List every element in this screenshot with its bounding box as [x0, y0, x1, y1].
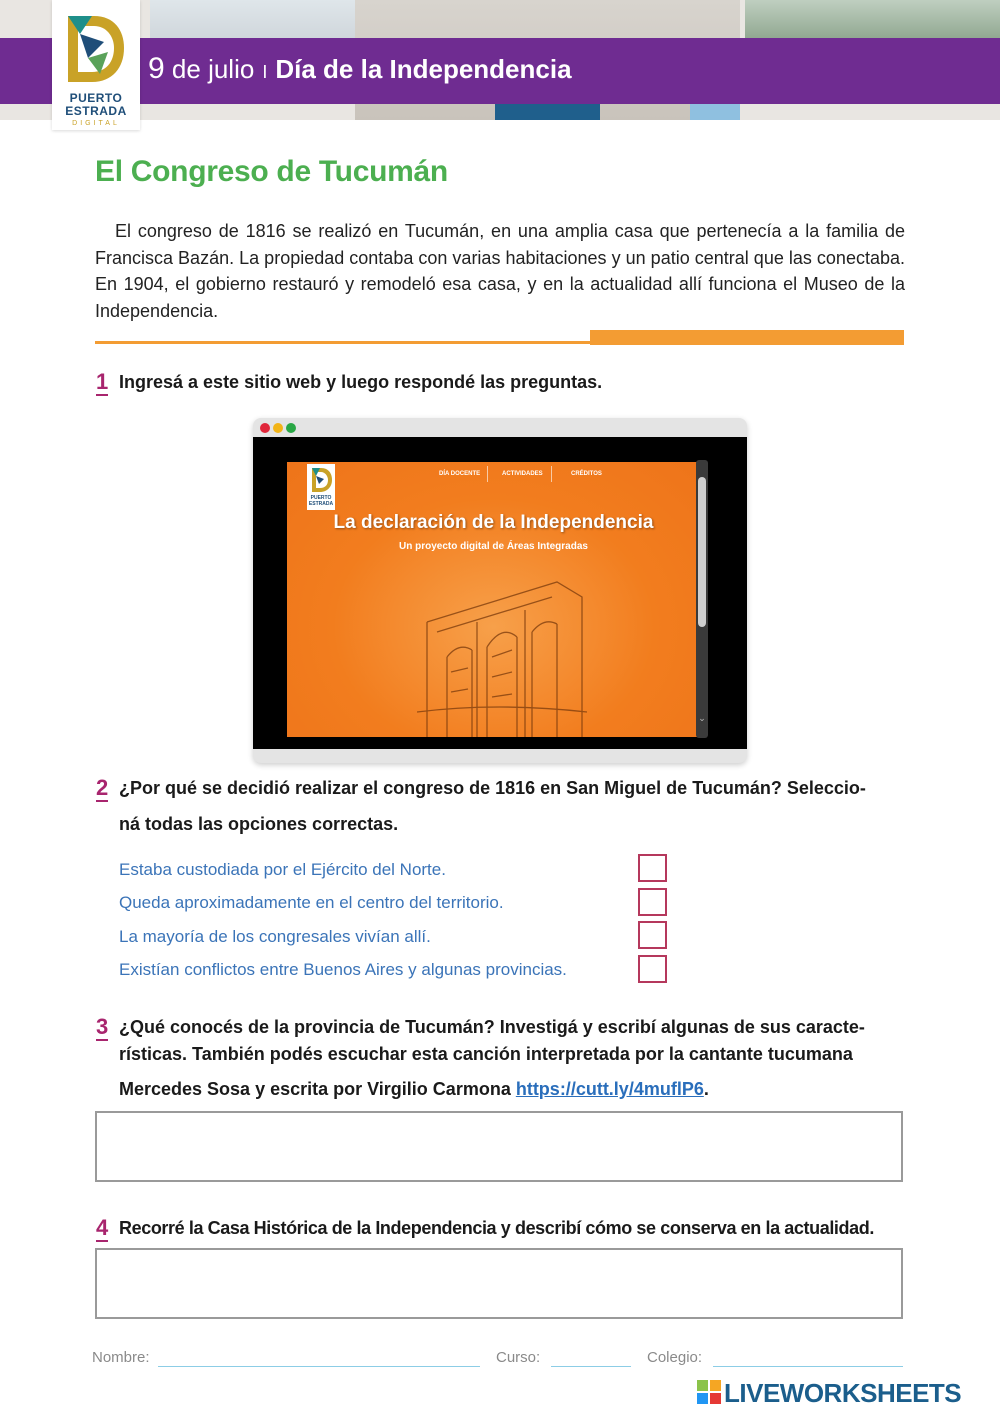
- option-3-checkbox[interactable]: [638, 921, 667, 949]
- nombre-field[interactable]: [158, 1366, 480, 1367]
- browser-close-dot: [260, 423, 270, 433]
- website-page: [287, 462, 700, 737]
- question-3-answer-box[interactable]: [95, 1111, 903, 1182]
- browser-screen: [253, 437, 747, 749]
- option-1-label: Estaba custodiada por el Ejército del Norte.: [119, 860, 446, 879]
- chevron-down-icon[interactable]: ⌄: [698, 713, 706, 723]
- svg-text:ESTRADA: ESTRADA: [308, 501, 334, 507]
- website-heading: La declaración de la Independencia: [333, 512, 654, 533]
- nombre-label: Nombre:: [92, 1349, 150, 1366]
- option-2-checkbox[interactable]: [638, 888, 667, 916]
- intro-paragraph: El congreso de 1816 se realizó en Tucumán, en una amplia casa que pertenecía a la familia de Francisca Bazán. La propiedad contaba con varias habitaciones y un patio central que las conectaba. En 1904, el gobierno restauró y remodeló esa casa, y en la actualidad allí funciona el Museo de la Independencia.: [95, 221, 905, 321]
- question-4-answer-box[interactable]: [95, 1248, 903, 1319]
- browser-maximize-dot: [286, 423, 296, 433]
- question-3-text-line3-body: Mercedes Sosa y escrita por Virgilio Carmona: [119, 1079, 516, 1099]
- page-title: El Congreso de Tucumán: [95, 155, 448, 188]
- website-nav-actividades[interactable]: ACTIVIDADES: [502, 471, 543, 477]
- question-3-text-line3: [119, 1079, 709, 1100]
- logo-text-puerto: PUERTO: [69, 91, 123, 105]
- question-3-text-line2: rísticas. También podés escuchar esta canción interpretada por la cantante tucumana: [119, 1044, 853, 1064]
- question-2-text-line2: ná todas las opciones correctas.: [119, 814, 399, 834]
- question-1-text: Ingresá a este sitio web y luego respondé las preguntas.: [119, 372, 603, 392]
- website-nav-creditos[interactable]: CRÉDITOS: [571, 471, 602, 477]
- website-nav-divider: [487, 466, 488, 482]
- option-1-checkbox[interactable]: [638, 854, 667, 882]
- logo-mark-icon: [64, 12, 128, 88]
- liveworksheets-text: LIVEWORKSHEETS: [724, 1378, 962, 1408]
- liveworksheets-logo-icon: [697, 1380, 721, 1404]
- website-logo[interactable]: [307, 464, 335, 510]
- header-date-number: 9: [148, 52, 165, 85]
- header-photo-sky: [150, 0, 355, 40]
- option-4-checkbox[interactable]: [638, 955, 667, 983]
- browser-minimize-dot: [273, 423, 283, 433]
- logo-text-digital: DIGITAL: [72, 120, 120, 127]
- header-separator: I: [262, 62, 268, 82]
- divider-thin: [95, 341, 590, 344]
- question-3-text-end: .: [703, 1079, 709, 1099]
- casa-historica-illustration: [417, 562, 587, 737]
- question-4-text: Recorré la Casa Histórica de la Independencia y describí cómo se conserva en la actualidad.: [119, 1218, 874, 1238]
- website-nav-dia-docente[interactable]: DÍA DOCENTE: [439, 471, 481, 477]
- puerto-estrada-logo: [52, 0, 140, 130]
- website-logo-icon: [307, 464, 335, 510]
- svg-text:PUERTO: PUERTO: [310, 495, 332, 501]
- question-1-number: 1: [96, 369, 109, 394]
- curso-field[interactable]: [551, 1366, 631, 1367]
- website-subheading: Un proyecto digital de Áreas Integradas: [399, 541, 588, 552]
- option-2-label: Queda aproximadamente en el centro del territorio.: [119, 893, 504, 912]
- curso-label: Curso:: [496, 1349, 541, 1366]
- question-3-number: 3: [96, 1014, 109, 1039]
- question-2-text-line1: ¿Por qué se decidió realizar el congreso de 1816 en San Miguel de Tucumán? Seleccio-: [119, 778, 866, 798]
- header-title-text: Día de la Independencia: [275, 54, 572, 84]
- option-4-label: Existían conflictos entre Buenos Aires y algunas provincias.: [119, 960, 567, 979]
- logo-text-estrada: ESTRADA: [65, 104, 127, 118]
- website-preview[interactable]: [253, 418, 747, 763]
- question-2-number: 2: [96, 775, 109, 800]
- website-nav-divider: [551, 466, 552, 482]
- divider-thick: [590, 330, 904, 345]
- website-scrollbar-thumb[interactable]: [698, 477, 706, 627]
- option-3-label: La mayoría de los congresales vivían allí.: [119, 927, 431, 946]
- header-date-text: de julio: [171, 54, 255, 84]
- question-3-text-line1: ¿Qué conocés de la provincia de Tucumán? Investigá y escribí algunas de sus caracte-: [119, 1017, 865, 1037]
- header-title: [148, 52, 572, 86]
- song-link[interactable]: https://cutt.ly/4muflP6: [515, 1079, 704, 1099]
- colegio-field[interactable]: [713, 1366, 903, 1367]
- colegio-label: Colegio:: [647, 1349, 703, 1366]
- question-4-number: 4: [96, 1215, 109, 1240]
- header-photo-trees: [745, 0, 1000, 40]
